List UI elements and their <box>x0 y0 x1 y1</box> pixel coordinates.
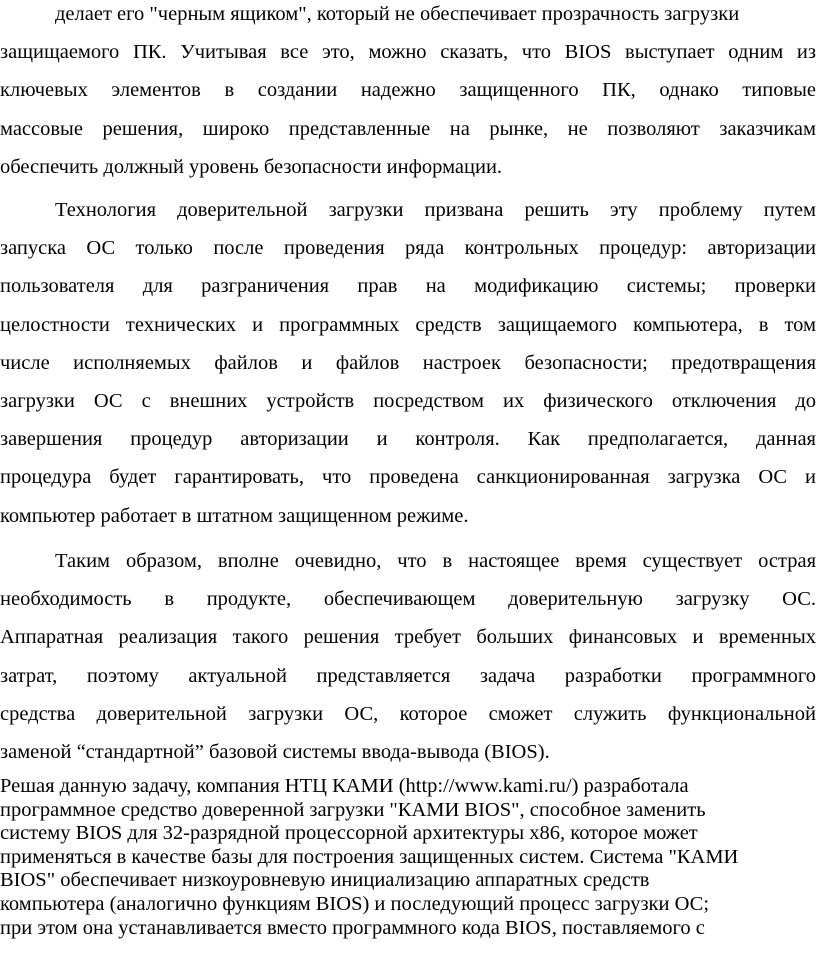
text-line: компьютера (аналогично функциям BIOS) и последующий процесс загрузки ОС; <box>0 892 710 915</box>
text-line: необходимость в продукте, обеспечивающем доверительную загрузку ОС. <box>0 588 816 611</box>
text-line: загрузки ОС с внешних устройств посредством их физического отключения до <box>0 389 816 412</box>
text-line: компьютер работает в штатном защищенном режиме. <box>0 504 469 527</box>
text-line: программное средство доверенной загрузки "КАМИ BIOS", способное заменить <box>0 798 706 821</box>
text-line: при этом она устанавливается вместо программного кода BIOS, поставляемого с <box>0 916 705 939</box>
text-line: числе исполняемых файлов и файлов настроек безопасности; предотвращения <box>0 351 816 374</box>
paragraph-2 <box>0 191 816 535</box>
paragraph-4 <box>0 775 816 940</box>
text-line: ключевых элементов в создании надежно защищенного ПК, однако типовые <box>0 79 816 102</box>
text-line: заменой “стандартной” базовой системы ввода-вывода (BIOS). <box>0 740 550 763</box>
text-line: Аппаратная реализация такого решения требует больших финансовых и временных <box>0 626 816 649</box>
paragraph-3 <box>0 542 816 771</box>
text-line: массовые решения, широко представленные на рынке, не позволяют заказчикам <box>0 117 816 140</box>
text-line: систему BIOS для 32-разрядной процессорной архитектуры x86, которое может <box>0 822 698 845</box>
text-line: BIOS" обеспечивает низкоуровневую инициализацию аппаратных средств <box>0 869 650 892</box>
paragraph-1 <box>0 0 816 186</box>
text-line: пользователя для разграничения прав на модификацию системы; проверки <box>0 275 816 298</box>
text-line: Решая данную задачу, компания НТЦ КАМИ (http://www.kami.ru/) разработала <box>0 775 689 797</box>
text-line: запуска ОС только после проведения ряда контрольных процедур: авторизации <box>0 237 816 260</box>
text-line: процедура будет гарантировать, что проведена санкционированная загрузка ОС и <box>0 466 816 489</box>
text-line: целостности технических и программных средств защищаемого компьютера, в том <box>0 313 816 336</box>
text-line: защищаемого ПК. Учитывая все это, можно сказать, что BIOS выступает одним из <box>0 41 816 64</box>
text-line: завершения процедур авторизации и контроля. Как предполагается, данная <box>0 428 816 451</box>
text-line: Таким образом, вполне очевидно, что в настоящее время существует острая <box>55 550 816 572</box>
text-line: Технология доверительной загрузки призвана решить эту проблему путем <box>55 199 816 221</box>
text-line: средства доверительной загрузки ОС, которое сможет служить функциональной <box>0 702 816 725</box>
text-line: обеспечить должный уровень безопасности информации. <box>0 155 503 178</box>
text-line: затрат, поэтому актуальной представляется задача разработки программного <box>0 664 816 687</box>
text-line: делает его "черным ящиком", который не обеспечивает прозрачность загрузки <box>55 3 740 25</box>
text-line: применяться в качестве базы для построения защищенных систем. Система "КАМИ <box>0 845 739 868</box>
